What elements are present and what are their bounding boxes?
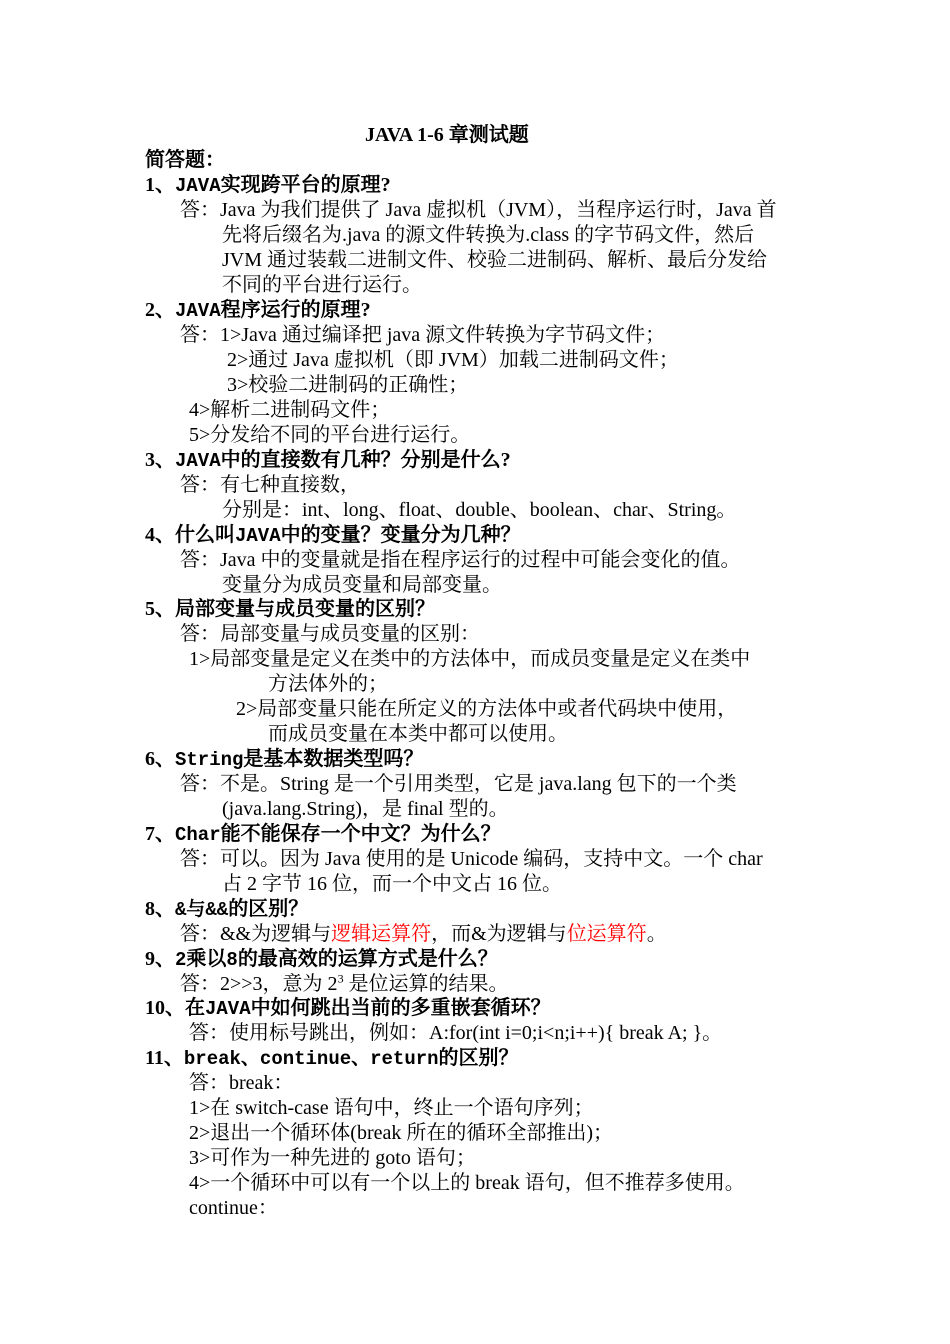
answer-9-line: 答：2>>3，意为 $2^3$ 是位运算的结果。 [180, 971, 509, 995]
answer-4-line: 变量分为成员变量和局部变量。 [222, 574, 502, 596]
answer-7-line: 占 2 字节 16 位，而一个中文占 16 位。 [222, 873, 562, 895]
answer-5-line: 而成员变量在本类中都可以使用。 [268, 723, 568, 745]
question-1: 1、JAVA实现跨平台的原理? [145, 174, 391, 197]
answer-2-line: 答：1>Java 通过编译把 java 源文件转换为字节码文件； [180, 324, 666, 346]
answer-11-line: 3>可作为一种先进的 goto 语句； [189, 1147, 476, 1169]
answer-5-line: 答：局部变量与成员变量的区别： [180, 623, 480, 645]
page-title: JAVA 1-6 章测试题 [365, 124, 529, 146]
question-8: 8、&与&&的区别？ [145, 898, 309, 921]
answer-1-line: 答：Java 为我们提供了 Java 虚拟机（JVM），当程序运行时，Java 首 [180, 199, 777, 221]
section-heading: 简答题： [145, 149, 225, 171]
question-5: 5、局部变量与成员变量的区别？ [145, 598, 435, 620]
answer-3-line: 分别是：int、long、float、double、boolean、char、String。 [222, 499, 737, 521]
answer-2-line: 2>通过 Java 虚拟机（即 JVM）加载二进制码文件； [227, 349, 679, 371]
answer-6-line: (java.lang.String)，是 final 型的。 [222, 798, 509, 820]
answer-11-line: continue： [189, 1197, 278, 1219]
answer-2-line: 5>分发给不同的平台进行运行。 [189, 424, 471, 446]
answer-2-line: 4>解析二进制码文件； [189, 399, 391, 421]
answer-7-line: 答：可以。因为 Java 使用的是 Unicode 编码，支持中文。一个 char [180, 848, 763, 870]
answer-11-line: 4>一个循环中可以有一个以上的 break 语句，但不推荐多使用。 [189, 1172, 745, 1194]
answer-8-line: 答：&&为逻辑与逻辑运算符，而&为逻辑与位运算符。 [180, 923, 667, 945]
answer-3-line: 答：有七种直接数， [180, 474, 360, 496]
answer-5-line: 1>局部变量是定义在类中的方法体中，而成员变量是定义在类中 [189, 648, 751, 670]
answer-11-line: 2>退出一个循环体(break 所在的循环全部推出)； [189, 1122, 614, 1144]
question-7: 7、Char能不能保存一个中文？为什么？ [145, 823, 501, 846]
question-9: 9、2乘以8的最高效的运算方式是什么？ [145, 948, 498, 971]
answer-5-line: 2>局部变量只能在所定义的方法体中或者代码块中使用， [236, 698, 738, 720]
answer-1-line: 先将后缀名为.java 的源文件转换为.class 的字节码文件，然后 [222, 224, 755, 246]
question-4: 4、什么叫JAVA中的变量？变量分为几种？ [145, 524, 521, 547]
question-6: 6、String是基本数据类型吗？ [145, 748, 424, 771]
question-3: 3、JAVA中的直接数有几种？分别是什么? [145, 449, 511, 472]
question-10: 10、在JAVA中如何跳出当前的多重嵌套循环？ [145, 997, 551, 1020]
answer-2-line: 3>校验二进制码的正确性； [227, 374, 469, 396]
answer-11-line: 1>在 switch-case 语句中，终止一个语句序列； [189, 1097, 594, 1119]
answer-4-line: 答：Java 中的变量就是指在程序运行的过程中可能会变化的值。 [180, 549, 741, 571]
question-2: 2、JAVA程序运行的原理? [145, 299, 371, 322]
answer-1-line: 不同的平台进行运行。 [222, 274, 422, 296]
answer-11-line: 答：break： [189, 1072, 294, 1094]
answer-1-line: JVM 通过装载二进制文件、校验二进制码、解析、最后分发给 [222, 249, 768, 271]
answer-10-line: 答：使用标号跳出，例如：A:for(int i=0;i<n;i++){ break A; }。 [189, 1022, 723, 1044]
logical-operator-term: 逻辑运算符 [331, 923, 432, 945]
answer-5-line: 方法体外的； [268, 673, 388, 695]
question-11: 11、break、continue、return的区别？ [145, 1047, 519, 1070]
bitwise-operator-term: 位运算符 [566, 923, 647, 945]
answer-6-line: 答：不是。String 是一个引用类型，它是 java.lang 包下的一个类 [180, 773, 737, 795]
